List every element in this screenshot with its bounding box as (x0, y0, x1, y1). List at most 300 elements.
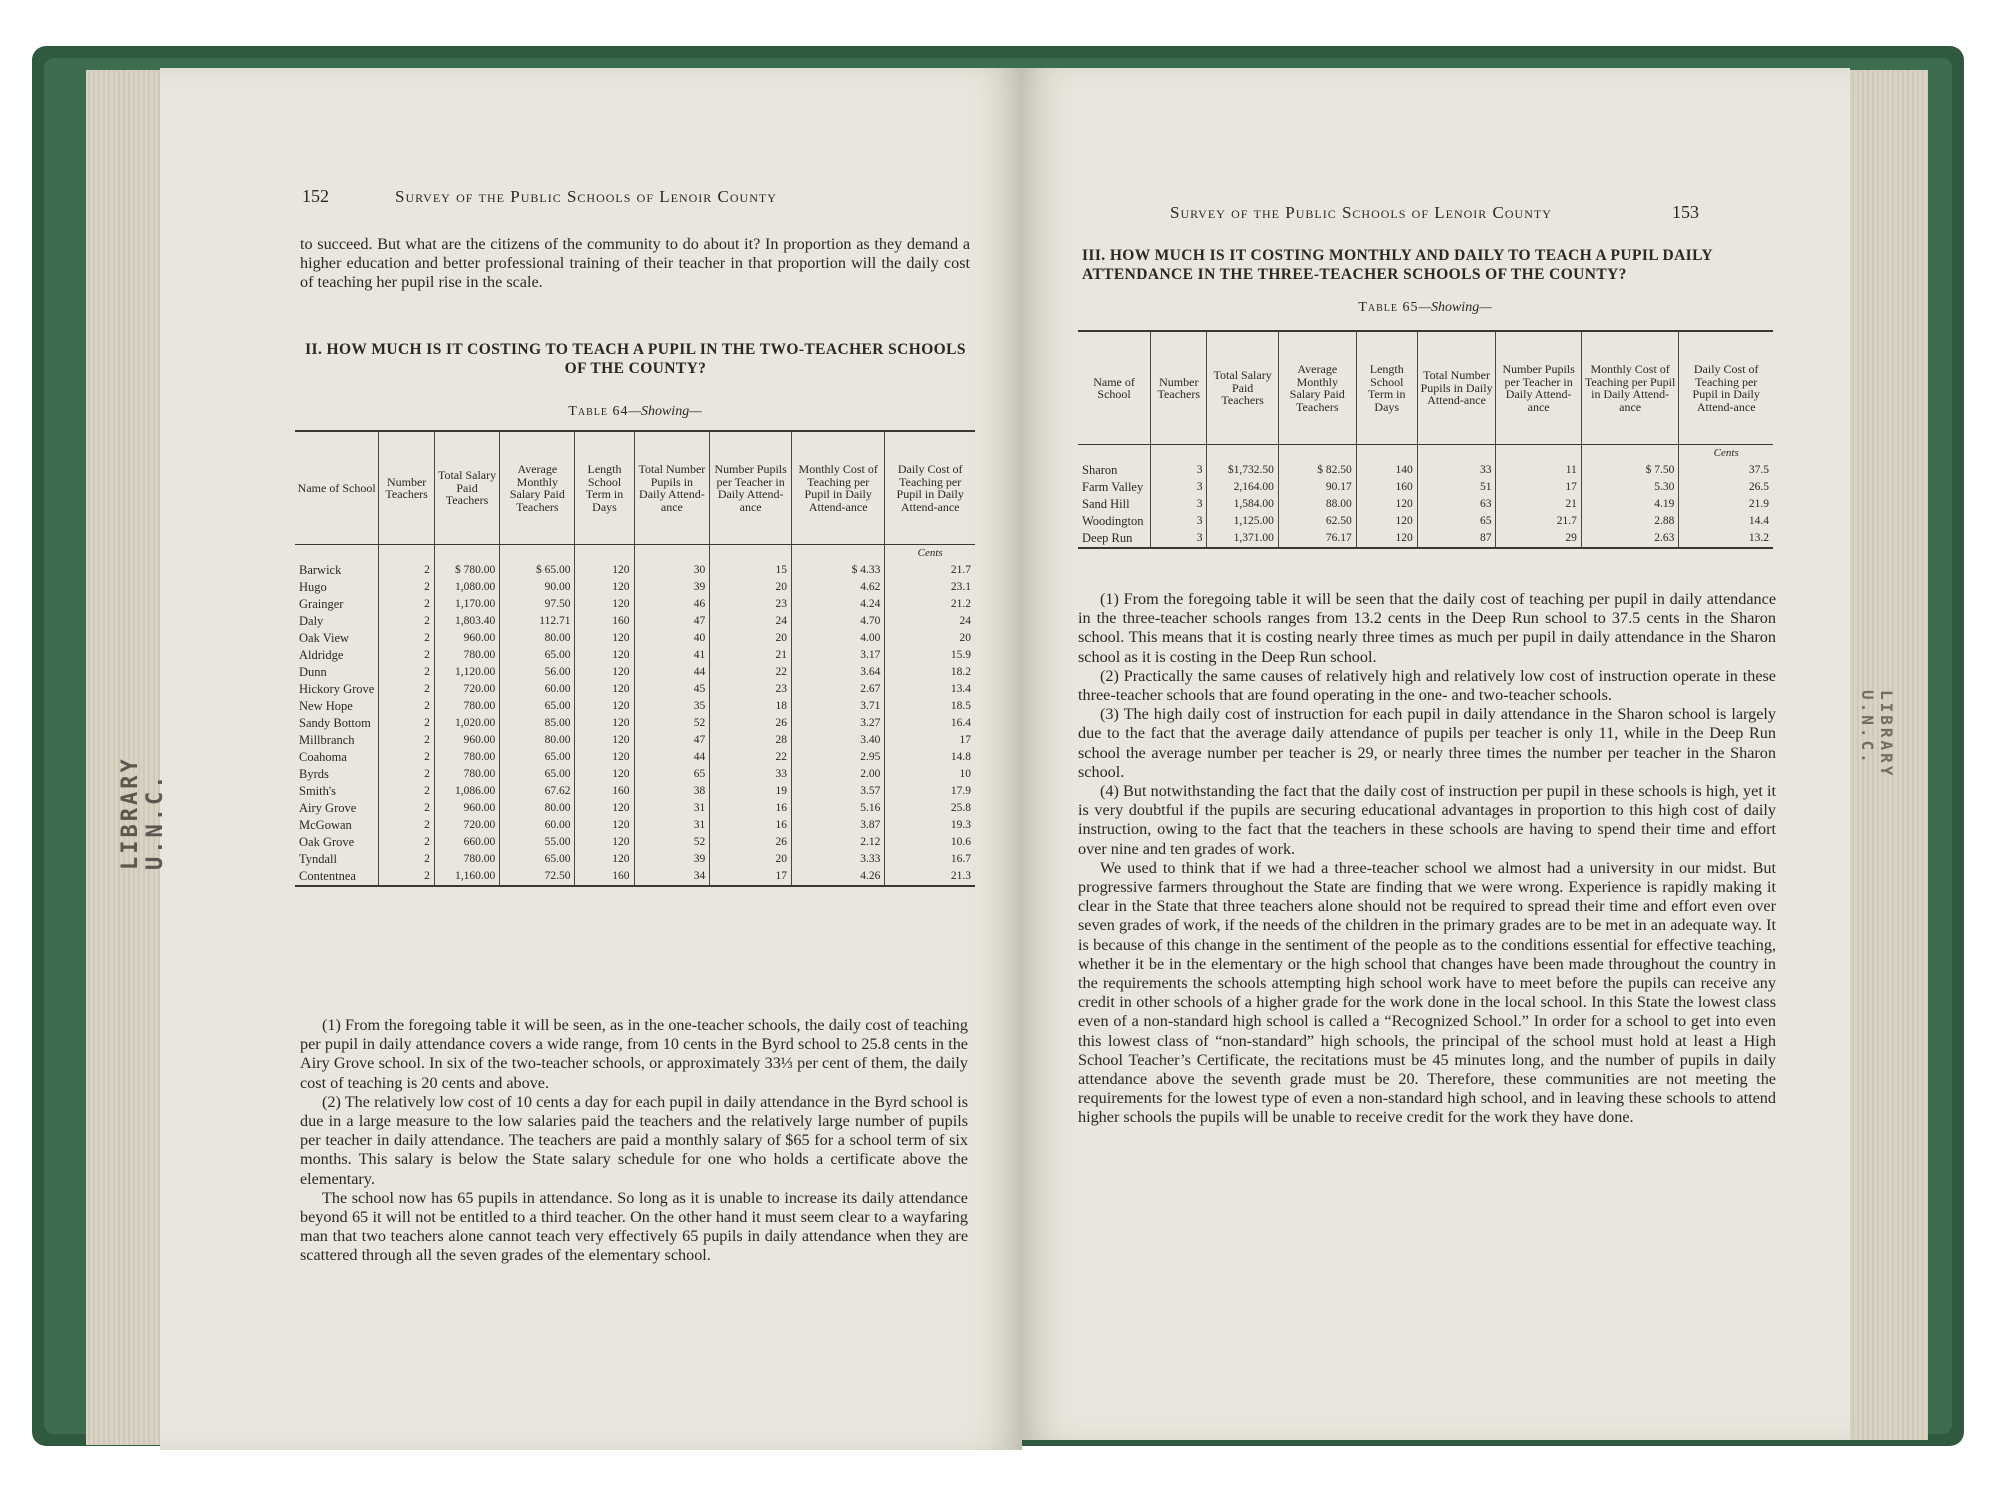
table-cell: 47 (634, 732, 710, 749)
table-cell: 2 (379, 596, 435, 613)
table-cell: 13.4 (885, 681, 975, 698)
table-cell: 21.3 (885, 868, 975, 886)
school-name: Oak Grove (299, 835, 355, 849)
table-cell: 2 (379, 630, 435, 647)
table-cell: 35 (634, 698, 710, 715)
table-cell: 21.7 (885, 562, 975, 579)
column-header: Monthly Cost of Teaching per Pupil in Daily Attend-ance (1581, 331, 1679, 445)
school-name: Aldridge (299, 648, 344, 662)
table-cell: 21.2 (885, 596, 975, 613)
table-cell: 21 (710, 647, 792, 664)
table-cell: 2 (379, 868, 435, 886)
table-cell: 33 (1417, 462, 1496, 479)
table-cell: 65.00 (500, 749, 575, 766)
table-cell: 29 (1496, 530, 1581, 548)
table-row (295, 868, 975, 886)
table-cell: 65.00 (500, 766, 575, 783)
table-cell: 14.8 (885, 749, 975, 766)
table-cell: 3.57 (792, 783, 885, 800)
table-cell: 120 (575, 834, 634, 851)
paragraph: (2) Practically the same causes of relatively high and relatively low cost of instruction operate in these three-teacher schools that are found operating in the one- and two-teacher schools. (1078, 666, 1776, 705)
table-cell (500, 545, 575, 563)
paragraph: (2) The relatively low cost of 10 cents a day for each pupil in daily attendance in the Byrd school is due in a large measure to the low salaries paid the teachers and the relatively large number of pupils per teacher in daily attendance. The teachers are paid a monthly salary of $65 for a school term of six months. This salary is below the State salary schedule for one who holds a certificate above the elementary. (300, 1092, 968, 1188)
table-cell: 4.00 (792, 630, 885, 647)
column-header: Length School Term in Days (1356, 331, 1417, 445)
table-cell: 1,125.00 (1207, 513, 1278, 530)
table-cell: 1,020.00 (434, 715, 499, 732)
school-name: New Hope (299, 699, 353, 713)
table-cell: 47 (634, 613, 710, 630)
table-cell: 17 (1496, 479, 1581, 496)
table-cell: 5.30 (1581, 479, 1679, 496)
unit-label: Cents (885, 545, 975, 563)
school-name: Grainger (299, 597, 344, 611)
table-cell: 17 (710, 868, 792, 886)
table-cell: 120 (575, 749, 634, 766)
table-cell: 2 (379, 579, 435, 596)
table-cell: 2 (379, 613, 435, 630)
table-cell: 22 (710, 749, 792, 766)
table-row (295, 749, 975, 766)
school-name: Airy Grove (299, 801, 357, 815)
table-cell: 660.00 (434, 834, 499, 851)
running-head: Survey of the Public Schools of Lenoir County (1170, 203, 1552, 222)
table-cell: 17 (885, 732, 975, 749)
school-name: Millbranch (299, 733, 355, 747)
table-cell: 120 (575, 596, 634, 613)
unit-row (295, 545, 975, 563)
table-cell (1078, 445, 1151, 463)
table-cell: 3 (1151, 530, 1207, 548)
table-cell: 140 (1356, 462, 1417, 479)
table-cell (710, 545, 792, 563)
table-cell: 20 (710, 579, 792, 596)
table-cell: $ 65.00 (500, 562, 575, 579)
table-row (295, 834, 975, 851)
table-cell: 52 (634, 834, 710, 851)
column-header: Number Pupils per Teacher in Daily Attend-ance (710, 431, 792, 545)
left-body-text (300, 1016, 968, 1266)
table-cell: 2.00 (792, 766, 885, 783)
table-cell: 1,120.00 (434, 664, 499, 681)
school-name: Byrds (299, 767, 329, 781)
table-cell: 2 (379, 562, 435, 579)
table-cell: 2 (379, 749, 435, 766)
table-row (295, 579, 975, 596)
table-cell: 23 (710, 596, 792, 613)
table-cell: 26 (710, 834, 792, 851)
table-cell: 65.00 (500, 851, 575, 868)
table-cell: 85.00 (500, 715, 575, 732)
column-header: Average Monthly Salary Paid Teachers (500, 431, 575, 545)
table-cell: 23 (710, 681, 792, 698)
table-caption-suffix: —Showing— (1418, 300, 1492, 315)
table-cell: 2 (379, 783, 435, 800)
table-cell: 21.9 (1679, 496, 1773, 513)
school-name: Contentnea (295, 868, 379, 886)
table-cell: 62.50 (1278, 513, 1356, 530)
school-name: Hickory Grove (299, 682, 375, 696)
table-cell: 23.1 (885, 579, 975, 596)
table-row (295, 664, 975, 681)
table-cell: 2.12 (792, 834, 885, 851)
table-cell: 120 (575, 817, 634, 834)
table-cell: 160 (575, 783, 634, 800)
table-cell: 780.00 (434, 749, 499, 766)
table-cell: 5.16 (792, 800, 885, 817)
table-cell: 72.50 (500, 868, 575, 886)
column-header: Monthly Cost of Teaching per Pupil in Daily Attend-ance (792, 431, 885, 545)
table-cell: 63 (1417, 496, 1496, 513)
table-caption-label: Table 64 (568, 404, 629, 419)
school-name: Sandy Bottom (299, 716, 371, 730)
table-cell: 2.88 (1581, 513, 1679, 530)
table-row (295, 732, 975, 749)
paragraph: (1) From the foregoing table it will be seen, as in the one-teacher schools, the daily cost of teaching per pupil in daily attendance covers a wide range, from 10 cents in the Byrd school to 25.8 cents in the Airy Grove school. In six of the two-teacher schools, or approximately 33⅓ per cent of them, the daily cost of teaching is 20 cents and above. (300, 1016, 968, 1092)
school-name: Farm Valley (1082, 480, 1144, 494)
table-cell: 1,080.00 (434, 579, 499, 596)
left-page (160, 68, 1022, 1450)
table-row (1078, 496, 1773, 513)
table-row (295, 562, 975, 579)
table-cell: 3 (1151, 496, 1207, 513)
table-cell: 2 (379, 766, 435, 783)
table-cell: 31 (634, 817, 710, 834)
table-row (295, 681, 975, 698)
table-row (295, 817, 975, 834)
table-cell: 3 (1151, 479, 1207, 496)
table-cell: $1,732.50 (1207, 462, 1278, 479)
table-cell: 1,584.00 (1207, 496, 1278, 513)
table-cell: 24 (885, 613, 975, 630)
school-name: Hugo (299, 580, 327, 594)
table-cell: 2.63 (1581, 530, 1679, 548)
table-row (295, 613, 975, 630)
table-cell: 3.33 (792, 851, 885, 868)
table-cell: 2 (379, 800, 435, 817)
table-cell (792, 545, 885, 563)
table-row (1078, 479, 1773, 496)
table-cell: 51 (1417, 479, 1496, 496)
table-cell: 20 (710, 851, 792, 868)
table-cell: 120 (1356, 513, 1417, 530)
right-body-text (1078, 590, 1776, 1128)
column-header: Total Salary Paid Teachers (1207, 331, 1278, 445)
table-cell: 2 (379, 681, 435, 698)
table-cell: 90.00 (500, 579, 575, 596)
table-cell: 2 (379, 664, 435, 681)
table-cell: 3.27 (792, 715, 885, 732)
column-header: Length School Term in Days (575, 431, 634, 545)
table-cell: 16.4 (885, 715, 975, 732)
table-cell: 960.00 (434, 800, 499, 817)
school-name: Sharon (1082, 463, 1118, 477)
table-cell (434, 545, 499, 563)
table-cell: 76.17 (1278, 530, 1356, 548)
table-cell: 2.95 (792, 749, 885, 766)
table-cell (379, 545, 435, 563)
table-cell: $ 780.00 (434, 562, 499, 579)
table-cell: 16.7 (885, 851, 975, 868)
unit-label: Cents (1679, 445, 1773, 463)
table-cell: 15 (710, 562, 792, 579)
table-cell: 18.5 (885, 698, 975, 715)
column-header: Daily Cost of Teaching per Pupil in Daily Attend-ance (1679, 331, 1773, 445)
table-cell: 160 (575, 613, 634, 630)
table-row (295, 783, 975, 800)
intro-paragraph: to succeed. But what are the citizens of the community to do about it? In proportion as they demand a higher education and better professional training of their teacher in that proportion will the daily cost of teaching her pupil rise in the scale. (300, 235, 970, 292)
school-name: Tyndall (299, 852, 338, 866)
table-cell: 41 (634, 647, 710, 664)
table-cell: 11 (1496, 462, 1581, 479)
table-cell: 780.00 (434, 647, 499, 664)
table-cell: 80.00 (500, 630, 575, 647)
table-cell (1151, 445, 1207, 463)
school-name: Dunn (299, 665, 327, 679)
paragraph: The school now has 65 pupils in attendance. So long as it is unable to increase its daily attendance beyond 65 it will not be entitled to a third teacher. On the other hand it must seem clear to a wayfaring man that two teachers alone cannot teach very effectively 65 pupils in daily attendance when they are scattered through all the seven grades of the elementary school. (300, 1188, 968, 1265)
table-row (1078, 530, 1773, 548)
table-cell: 60.00 (500, 817, 575, 834)
table-cell (1278, 445, 1356, 463)
table-cell: 52 (634, 715, 710, 732)
school-name: Deep Run (1078, 530, 1151, 548)
table-cell: 120 (1356, 530, 1417, 548)
table-cell: 120 (575, 681, 634, 698)
table-cell: 28 (710, 732, 792, 749)
table-cell: 16 (710, 817, 792, 834)
table-cell: 120 (575, 630, 634, 647)
table-cell: 22 (710, 664, 792, 681)
paragraph: (3) The high daily cost of instruction for each pupil in daily attendance in the Sharon school is largely due to the fact that the average daily attendance of pupils per teacher is only 11, while in the Deep Run school the average number per teacher is 29, or nearly three times the number per teacher in the Sharon school. (1078, 705, 1776, 781)
table-row (295, 698, 975, 715)
table-cell: 44 (634, 664, 710, 681)
table-cell: 97.50 (500, 596, 575, 613)
table-cell: 19 (710, 783, 792, 800)
table-cell (634, 545, 710, 563)
table-cell: 120 (575, 664, 634, 681)
column-header: Daily Cost of Teaching per Pupil in Daily Attend-ance (885, 431, 975, 545)
table-row (295, 851, 975, 868)
table-cell (1581, 445, 1679, 463)
library-stamp: LIBRARY U.N.C. (1858, 690, 1896, 779)
table-64 (295, 430, 975, 887)
table-cell: 25.8 (885, 800, 975, 817)
table-caption (310, 404, 960, 420)
table-cell: 120 (575, 715, 634, 732)
table-cell: $ 82.50 (1278, 462, 1356, 479)
table-cell: 120 (1356, 496, 1417, 513)
table-cell: 780.00 (434, 851, 499, 868)
right-page (1020, 68, 1850, 1440)
table-cell: 4.70 (792, 613, 885, 630)
paragraph: We used to think that if we had a three-teacher school we almost had a university in our midst. But progressive farmers throughout the State are finding that we were wrong. Experience is rapidly making it clear in the State that three teachers alone should not be required to spread their time and effort even over seven grades of work, if the needs of the children in the primary grades are to be met in an adequate way. It is because of this change in the sentiment of the people as to the conditions essential for effective teaching, whether it be in the elementary or the high school that changes have been made throughout the country in the requirements the schools attempting high school work have to meet before the pupils can receive any credit in other schools of a higher grade for the work done in the local school. In this State the lowest class even of a non-standard high school is called a “Recognized School.” In order for a school to get into even this lowest class of “non-standard” high schools, the principal of the school must hold at least a High School Teacher’s Certificate, the recitations must be 45 minutes long, and the number of pupils in daily attendance above the seventh grade must be 20. Therefore, these communities are not meeting the requirements for the lowest type of even a non-standard high school, and in leaving these schools to attend higher schools the pupils will be unable to receive credit for the work they have done. (1078, 858, 1776, 1127)
table-cell: 33 (710, 766, 792, 783)
table-cell: 960.00 (434, 630, 499, 647)
table-cell: 20 (710, 630, 792, 647)
table-cell: 65 (634, 766, 710, 783)
table-cell: 88.00 (1278, 496, 1356, 513)
table-cell: 21 (1496, 496, 1581, 513)
column-header: Total Number Pupils in Daily Attend-ance (634, 431, 710, 545)
school-name: McGowan (299, 818, 352, 832)
table-cell: 37.5 (1679, 462, 1773, 479)
table-cell: 1,803.40 (434, 613, 499, 630)
school-name: Sand Hill (1082, 497, 1130, 511)
table-caption-label: Table 65 (1358, 300, 1419, 315)
table-cell: 160 (575, 868, 634, 886)
table-cell: 1,160.00 (434, 868, 499, 886)
table-cell (1207, 445, 1278, 463)
table-cell: 38 (634, 783, 710, 800)
table-cell: 14.4 (1679, 513, 1773, 530)
table-cell: 45 (634, 681, 710, 698)
table-cell: 80.00 (500, 732, 575, 749)
table-cell: 1,086.00 (434, 783, 499, 800)
table-cell: 17.9 (885, 783, 975, 800)
table-cell: 120 (575, 766, 634, 783)
table-row (295, 715, 975, 732)
column-header: Average Monthly Salary Paid Teachers (1278, 331, 1356, 445)
table-cell: 2,164.00 (1207, 479, 1278, 496)
page-number: 153 (1672, 202, 1699, 222)
column-header: Total Number Pupils in Daily Attend-ance (1417, 331, 1496, 445)
school-name: Coahoma (299, 750, 347, 764)
table-cell: 80.00 (500, 800, 575, 817)
table-cell (1356, 445, 1417, 463)
table-cell: 120 (575, 732, 634, 749)
section-heading: III. HOW MUCH IS IT COSTING MONTHLY AND DAILY TO TEACH A PUPIL DAILY ATTENDANCE IN THE THREE-TEACHER SCHOOLS OF THE COUNTY? (1082, 247, 1713, 283)
table-cell: 2 (379, 834, 435, 851)
table-caption-suffix: —Showing— (628, 404, 702, 419)
table-cell: 39 (634, 579, 710, 596)
school-name: Smith's (299, 784, 336, 798)
school-name: Oak View (299, 631, 350, 645)
table-cell: 18.2 (885, 664, 975, 681)
table-cell: 40 (634, 630, 710, 647)
table-cell: 13.2 (1679, 530, 1773, 548)
table-cell: 46 (634, 596, 710, 613)
table-cell: 67.62 (500, 783, 575, 800)
table-row (295, 766, 975, 783)
table-cell: 120 (575, 698, 634, 715)
library-stamp: LIBRARY U.N.C. (118, 756, 168, 870)
table-cell: 19.3 (885, 817, 975, 834)
table-cell: 4.26 (792, 868, 885, 886)
school-name: Daly (299, 614, 324, 628)
table-cell: 3.87 (792, 817, 885, 834)
column-header: Number Teachers (1151, 331, 1207, 445)
table-cell: 160 (1356, 479, 1417, 496)
table-cell: 60.00 (500, 681, 575, 698)
running-head: Survey of the Public Schools of Lenoir County (395, 187, 777, 206)
table-cell (1496, 445, 1581, 463)
school-name: Barwick (299, 563, 342, 577)
unit-row (1078, 445, 1773, 463)
table-cell: 24 (710, 613, 792, 630)
table-cell: 120 (575, 647, 634, 664)
table-cell: 26 (710, 715, 792, 732)
column-header: Name of School (295, 431, 379, 545)
table-row (295, 800, 975, 817)
paragraph: (4) But notwithstanding the fact that the daily cost of instruction per pupil in these schools is high, yet it is very doubtful if the pupils are securing educational advantages in proportion to this high cost of daily instruction, owing to the fact that the teachers in these schools are having to spend their time and effort over nine and ten grades of work. (1078, 782, 1776, 858)
table-cell: 112.71 (500, 613, 575, 630)
table-caption (1080, 300, 1770, 316)
table-cell: 65.00 (500, 698, 575, 715)
table-cell: 31 (634, 800, 710, 817)
table-cell: 3.71 (792, 698, 885, 715)
table-cell: 3.17 (792, 647, 885, 664)
table-cell: 2 (379, 715, 435, 732)
column-header: Number Teachers (379, 431, 435, 545)
table-cell (295, 545, 379, 563)
table-cell: 18 (710, 698, 792, 715)
table-cell: 4.24 (792, 596, 885, 613)
table-cell: 4.62 (792, 579, 885, 596)
table-cell: 2 (379, 817, 435, 834)
table-cell: 1,371.00 (1207, 530, 1278, 548)
table-cell: 20 (885, 630, 975, 647)
table-cell: 10.6 (885, 834, 975, 851)
table-cell: 3 (1151, 462, 1207, 479)
table-cell: 30 (634, 562, 710, 579)
table-cell (1417, 445, 1496, 463)
table-cell: 780.00 (434, 766, 499, 783)
table-cell: 65 (1417, 513, 1496, 530)
table-cell: 1,170.00 (434, 596, 499, 613)
table-cell: 120 (575, 579, 634, 596)
table-cell: 21.7 (1496, 513, 1581, 530)
table-cell: $ 4.33 (792, 562, 885, 579)
table-cell: 56.00 (500, 664, 575, 681)
table-cell: 34 (634, 868, 710, 886)
page-number: 152 (302, 186, 329, 206)
table-row (295, 647, 975, 664)
column-header: Total Salary Paid Teachers (434, 431, 499, 545)
table-cell: 2 (379, 647, 435, 664)
column-header: Number Pupils per Teacher in Daily Attend-ance (1496, 331, 1581, 445)
table-cell: 120 (575, 562, 634, 579)
table-cell: 3.64 (792, 664, 885, 681)
table-cell: 15.9 (885, 647, 975, 664)
table-cell: 10 (885, 766, 975, 783)
table-cell: 2 (379, 698, 435, 715)
table-cell: 3 (1151, 513, 1207, 530)
table-cell: 3.40 (792, 732, 885, 749)
table-cell: 87 (1417, 530, 1496, 548)
table-cell: 2.67 (792, 681, 885, 698)
table-cell: 720.00 (434, 681, 499, 698)
paragraph: (1) From the foregoing table it will be seen that the daily cost of teaching per pupil in daily attendance in the three-teacher schools ranges from 13.2 cents in the Deep Run school to 37.5 cents in the Sharon school. This means that it is costing nearly three times as much per pupil in daily attendance in the Sharon school as it is costing in the Deep Run school. (1078, 590, 1776, 666)
table-row (295, 596, 975, 613)
table-cell: 120 (575, 800, 634, 817)
table-row (1078, 462, 1773, 479)
table-cell: 2 (379, 851, 435, 868)
table-cell: 2 (379, 732, 435, 749)
table-cell: 4.19 (1581, 496, 1679, 513)
school-name: Woodington (1082, 514, 1144, 528)
table-cell (575, 545, 634, 563)
table-row (295, 630, 975, 647)
table-cell: 720.00 (434, 817, 499, 834)
table-cell: 120 (575, 851, 634, 868)
table-row (1078, 513, 1773, 530)
column-header: Name of School (1078, 331, 1151, 445)
table-cell: 90.17 (1278, 479, 1356, 496)
section-heading: II. HOW MUCH IS IT COSTING TO TEACH A PUPIL IN THE TWO-TEACHER SCHOOLS OF THE COUNTY? (305, 341, 966, 377)
table-cell: 55.00 (500, 834, 575, 851)
table-cell: 960.00 (434, 732, 499, 749)
table-cell: 16 (710, 800, 792, 817)
